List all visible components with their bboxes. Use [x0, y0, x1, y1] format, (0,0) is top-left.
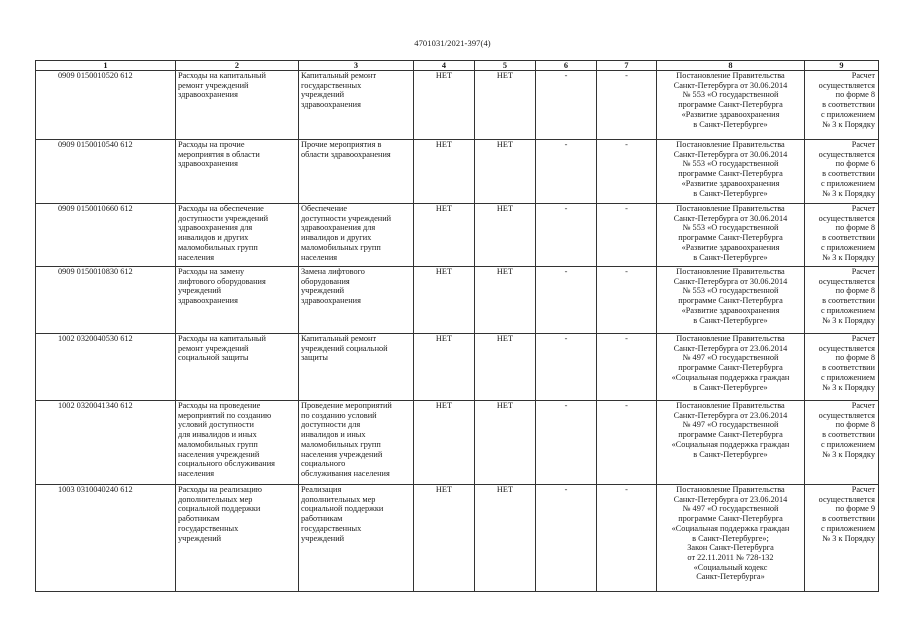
expense-name-cell-line: мероприятия в области	[178, 149, 260, 159]
calculation-cell-line: осуществляется	[818, 213, 875, 223]
legal-basis-cell-line: «Развитие здравоохранения	[681, 242, 780, 252]
calculation-cell-line: Расчет	[851, 140, 875, 149]
calculation-cell-line: в соответствии	[822, 514, 875, 524]
event-name-cell-line: дополнительных мер	[301, 494, 376, 504]
expense-name-cell-line: социальной поддержки	[178, 504, 261, 514]
expense-name-cell-line: ремонт учреждений	[178, 343, 249, 353]
event-name-cell-line: здравоохранения для	[301, 223, 376, 233]
calculation-cell-line: Расчет	[851, 485, 875, 494]
event-name-cell-line: Обеспечение	[301, 204, 348, 213]
expense-name-cell-line: Расходы на проведение	[178, 401, 261, 410]
column-header: 4	[414, 61, 475, 71]
legal-basis-cell-line: программе Санкт-Петербурга	[678, 296, 783, 306]
calculation-cell-line: с приложением	[821, 305, 875, 315]
expense-name-cell-line: инвалидов и других	[178, 233, 249, 243]
legal-basis-cell-line: «Социальная поддержка граждан	[671, 372, 790, 382]
calculation-cell-line: № 3 к Порядку	[822, 449, 875, 459]
legal-basis-cell-line: «Социальный кодекс	[693, 562, 768, 572]
calculation-cell	[805, 401, 879, 485]
column-4-cell: НЕТ	[414, 267, 475, 334]
expense-name-cell-line: Расходы на замену	[178, 267, 245, 276]
column-4-cell: НЕТ	[414, 401, 475, 485]
event-name-cell-line: Реализация	[301, 485, 342, 494]
budget-code-cell: 0909 0150010540 612	[36, 140, 176, 204]
legal-basis-cell-line: в Санкт-Петербурге»	[693, 188, 768, 198]
event-name-cell-line: доступности учреждений	[301, 213, 392, 223]
legal-basis-cell-line: в Санкт-Петербурге»	[693, 252, 768, 262]
legal-basis-cell-line: в Санкт-Петербурге»	[693, 315, 768, 325]
calculation-cell-line: по форме 8	[835, 286, 875, 296]
legal-basis-cell-line: Постановление Правительства	[676, 204, 785, 213]
expense-name-cell	[176, 267, 299, 334]
legal-basis-cell-line: Постановление Правительства	[676, 71, 785, 80]
calculation-cell-line: в соответствии	[822, 296, 875, 306]
calculation-cell-line: по форме 8	[835, 90, 875, 100]
column-4-cell: НЕТ	[414, 485, 475, 592]
column-7-cell: -	[597, 204, 657, 267]
event-name-cell-line: Проведение мероприятий	[301, 401, 392, 410]
expense-name-cell-line: здравоохранения для	[178, 223, 253, 233]
legal-basis-cell-line: в Санкт-Петербурге»;	[692, 533, 769, 543]
table-row	[36, 204, 879, 267]
legal-basis-cell-line: Постановление Правительства	[676, 401, 785, 410]
column-header: 7	[597, 61, 657, 71]
legal-basis-cell-line: «Социальная поддержка граждан	[671, 439, 790, 449]
expense-name-cell-line: для инвалидов и иных	[178, 430, 257, 440]
column-6-cell: -	[536, 204, 597, 267]
calculation-cell-line: Расчет	[851, 267, 875, 276]
event-name-cell-line: учреждений социальной	[301, 343, 388, 353]
expense-name-cell-line: государственных	[178, 523, 239, 533]
event-name-cell-line: маломобильных групп	[301, 242, 381, 252]
event-name-cell	[299, 401, 414, 485]
column-5-cell: НЕТ	[475, 334, 536, 401]
budget-code-cell: 0909 0150010830 612	[36, 267, 176, 334]
column-5-cell: НЕТ	[475, 71, 536, 140]
legal-basis-cell-line: «Развитие здравоохранения	[681, 305, 780, 315]
event-name-cell-line: учреждений	[301, 90, 345, 100]
legal-basis-cell-line: программе Санкт-Петербурга	[678, 233, 783, 243]
legal-basis-cell-line: Санкт-Петербурга от 23.06.2014	[673, 410, 788, 420]
event-name-cell-line: государственных	[301, 523, 362, 533]
expense-name-cell-line: учреждений	[178, 533, 222, 543]
column-6-cell: -	[536, 401, 597, 485]
legal-basis-cell-line: «Развитие здравоохранения	[681, 178, 780, 188]
event-name-cell-line: доступности для	[301, 420, 361, 430]
legal-basis-cell-line: в Санкт-Петербурге»	[693, 449, 768, 459]
legal-basis-cell-line: № 497 «О государственной	[682, 420, 779, 430]
calculation-cell-line: № 3 к Порядку	[822, 315, 875, 325]
calculation-cell-line: с приложением	[821, 109, 875, 119]
legal-basis-cell-line: № 553 «О государственной	[682, 223, 779, 233]
budget-code-cell: 1003 0310040240 612	[36, 485, 176, 592]
budget-code-cell: 1002 0320041340 612	[36, 401, 176, 485]
expense-name-cell-line: лифтового оборудования	[178, 276, 266, 286]
expense-name-cell	[176, 401, 299, 485]
calculation-cell-line: в соответствии	[822, 100, 875, 110]
expense-name-cell-line: здравоохранения	[178, 296, 238, 306]
legal-basis-cell	[657, 140, 805, 204]
calculation-cell-line: с приложением	[821, 439, 875, 449]
column-6-cell: -	[536, 267, 597, 334]
event-name-cell-line: обслуживания населения	[301, 468, 390, 478]
calculation-cell-line: по форме 6	[835, 159, 875, 169]
calculation-cell-line: осуществляется	[818, 343, 875, 353]
legal-basis-cell	[657, 267, 805, 334]
event-name-cell	[299, 204, 414, 267]
expense-name-cell-line: маломобильных групп	[178, 439, 258, 449]
legal-basis-cell	[657, 401, 805, 485]
calculation-cell-line: по форме 9	[835, 504, 875, 514]
budget-table	[35, 60, 879, 592]
column-header: 9	[805, 61, 879, 71]
legal-basis-cell-line: программе Санкт-Петербурга	[678, 169, 783, 179]
calculation-cell	[805, 140, 879, 204]
legal-basis-cell	[657, 204, 805, 267]
column-5-cell: НЕТ	[475, 140, 536, 204]
event-name-cell-line: инвалидов и других	[301, 233, 372, 243]
column-header: 3	[299, 61, 414, 71]
column-header: 8	[657, 61, 805, 71]
legal-basis-cell-line: Постановление Правительства	[676, 267, 785, 276]
table-row	[36, 267, 879, 334]
expense-name-cell-line: условий доступности	[178, 420, 254, 430]
column-header: 1	[36, 61, 176, 71]
column-7-cell: -	[597, 71, 657, 140]
calculation-cell-line: № 3 к Порядку	[822, 119, 875, 129]
column-4-cell: НЕТ	[414, 140, 475, 204]
header-row	[36, 61, 879, 71]
legal-basis-cell-line: Постановление Правительства	[676, 334, 785, 343]
legal-basis-cell-line: Постановление Правительства	[676, 485, 785, 494]
column-7-cell: -	[597, 334, 657, 401]
expense-name-cell-line: маломобильных групп	[178, 242, 258, 252]
column-4-cell: НЕТ	[414, 334, 475, 401]
table-row	[36, 140, 879, 204]
calculation-cell-line: с приложением	[821, 178, 875, 188]
table-row	[36, 485, 879, 592]
legal-basis-cell-line: от 22.11.2011 № 728-132	[687, 552, 774, 562]
column-6-cell: -	[536, 140, 597, 204]
event-name-cell	[299, 334, 414, 401]
legal-basis-cell-line: Санкт-Петербурга от 30.06.2014	[673, 276, 788, 286]
calculation-cell-line: по форме 8	[835, 420, 875, 430]
calculation-cell-line: № 3 к Порядку	[822, 188, 875, 198]
calculation-cell-line: с приложением	[821, 372, 875, 382]
event-name-cell-line: маломобильных групп	[301, 439, 381, 449]
event-name-cell	[299, 140, 414, 204]
expense-name-cell	[176, 140, 299, 204]
legal-basis-cell-line: программе Санкт-Петербурга	[678, 363, 783, 373]
event-name-cell-line: инвалидов и иных	[301, 430, 366, 440]
column-5-cell: НЕТ	[475, 401, 536, 485]
expense-name-cell-line: учреждений	[178, 286, 222, 296]
column-header: 2	[176, 61, 299, 71]
event-name-cell-line: Замена лифтового	[301, 267, 365, 276]
legal-basis-cell-line: Постановление Правительства	[676, 140, 785, 149]
calculation-cell-line: с приложением	[821, 242, 875, 252]
document-number: 4701031/2021-397(4)	[414, 38, 491, 48]
calculation-cell-line: Расчет	[851, 204, 875, 213]
event-name-cell-line: защиты	[301, 353, 328, 363]
event-name-cell-line: здравоохранения	[301, 296, 361, 306]
expense-name-cell-line: Расходы на капитальный	[178, 334, 266, 343]
calculation-cell-line: Расчет	[851, 334, 875, 343]
event-name-cell-line: Капитальный ремонт	[301, 71, 377, 80]
event-name-cell-line: населения учреждений	[301, 449, 383, 459]
column-5-cell: НЕТ	[475, 485, 536, 592]
expense-name-cell-line: здравоохранения	[178, 90, 238, 100]
calculation-cell-line: осуществляется	[818, 149, 875, 159]
calculation-cell-line: с приложением	[821, 523, 875, 533]
legal-basis-cell-line: Санкт-Петербурга от 30.06.2014	[673, 149, 788, 159]
column-5-cell: НЕТ	[475, 204, 536, 267]
column-6-cell: -	[536, 485, 597, 592]
expense-name-cell	[176, 204, 299, 267]
event-name-cell-line: социальной поддержки	[301, 504, 384, 514]
legal-basis-cell	[657, 485, 805, 592]
event-name-cell-line: государственных	[301, 80, 362, 90]
event-name-cell-line: населения	[301, 252, 338, 262]
column-7-cell: -	[597, 401, 657, 485]
expense-name-cell	[176, 485, 299, 592]
calculation-cell-line: осуществляется	[818, 410, 875, 420]
legal-basis-cell-line: № 553 «О государственной	[682, 286, 779, 296]
column-6-cell: -	[536, 334, 597, 401]
column-6-cell: -	[536, 71, 597, 140]
calculation-cell-line: осуществляется	[818, 494, 875, 504]
expense-name-cell-line: социального обслуживания	[178, 459, 275, 469]
budget-code-cell: 0909 0150010520 612	[36, 71, 176, 140]
event-name-cell	[299, 71, 414, 140]
table-row	[36, 334, 879, 401]
legal-basis-cell-line: Санкт-Петербурга от 23.06.2014	[673, 494, 788, 504]
calculation-cell	[805, 485, 879, 592]
expense-name-cell-line: мероприятий по созданию	[178, 410, 272, 420]
legal-basis-cell-line: Санкт-Петербурга»	[696, 572, 765, 582]
calculation-cell	[805, 204, 879, 267]
calculation-cell-line: осуществляется	[818, 276, 875, 286]
calculation-cell-line: в соответствии	[822, 363, 875, 373]
expense-name-cell-line: населения	[178, 468, 215, 478]
column-7-cell: -	[597, 140, 657, 204]
legal-basis-cell-line: программе Санкт-Петербурга	[678, 100, 783, 110]
event-name-cell-line: социального	[301, 459, 346, 469]
budget-code-cell: 1002 0320040530 612	[36, 334, 176, 401]
expense-name-cell-line: дополнительных мер	[178, 494, 253, 504]
event-name-cell	[299, 267, 414, 334]
event-name-cell-line: работникам	[301, 514, 343, 524]
event-name-cell-line: по созданию условий	[301, 410, 377, 420]
event-name-cell-line: учреждений	[301, 533, 345, 543]
event-name-cell-line: области здравоохранения	[301, 149, 391, 159]
legal-basis-cell-line: в Санкт-Петербурге»	[693, 119, 768, 129]
column-header: 5	[475, 61, 536, 71]
column-4-cell: НЕТ	[414, 204, 475, 267]
calculation-cell-line: в соответствии	[822, 169, 875, 179]
event-name-cell-line: учреждений	[301, 286, 345, 296]
event-name-cell	[299, 485, 414, 592]
expense-name-cell-line: Расходы на обеспечение	[178, 204, 264, 213]
legal-basis-cell-line: в Санкт-Петербурге»	[693, 382, 768, 392]
expense-name-cell-line: Расходы на прочие	[178, 140, 245, 149]
column-4-cell: НЕТ	[414, 71, 475, 140]
column-7-cell: -	[597, 485, 657, 592]
calculation-cell-line: № 3 к Порядку	[822, 533, 875, 543]
expense-name-cell-line: Расходы на капитальный	[178, 71, 266, 80]
expense-name-cell	[176, 71, 299, 140]
legal-basis-cell-line: № 497 «О государственной	[682, 504, 779, 514]
legal-basis-cell-line: № 553 «О государственной	[682, 159, 779, 169]
column-header: 6	[536, 61, 597, 71]
budget-code-cell: 0909 0150010660 612	[36, 204, 176, 267]
expense-name-cell-line: ремонт учреждений	[178, 80, 249, 90]
calculation-cell-line: осуществляется	[818, 80, 875, 90]
legal-basis-cell-line: № 553 «О государственной	[682, 90, 779, 100]
expense-name-cell-line: социальной защиты	[178, 353, 249, 363]
event-name-cell-line: Прочие мероприятия в	[301, 140, 382, 149]
legal-basis-cell-line: Санкт-Петербурга от 30.06.2014	[673, 213, 788, 223]
calculation-cell-line: в соответствии	[822, 233, 875, 243]
calculation-cell-line: Расчет	[851, 401, 875, 410]
expense-name-cell-line: населения	[178, 252, 215, 262]
legal-basis-cell-line: Санкт-Петербурга от 23.06.2014	[673, 343, 788, 353]
expense-name-cell-line: населения учреждений	[178, 449, 260, 459]
expense-name-cell-line: Расходы на реализацию	[178, 485, 262, 494]
legal-basis-cell-line: «Развитие здравоохранения	[681, 109, 780, 119]
calculation-cell-line: Расчет	[851, 71, 875, 80]
expense-name-cell-line: здравоохранения	[178, 159, 238, 169]
event-name-cell-line: оборудования	[301, 276, 350, 286]
legal-basis-cell-line: Санкт-Петербурга от 30.06.2014	[673, 80, 788, 90]
event-name-cell-line: здравоохранения	[301, 100, 361, 110]
column-7-cell: -	[597, 267, 657, 334]
table-row	[36, 71, 879, 140]
expense-name-cell	[176, 334, 299, 401]
legal-basis-cell-line: Закон Санкт-Петербурга	[687, 543, 774, 553]
legal-basis-cell-line: № 497 «О государственной	[682, 353, 779, 363]
calculation-cell	[805, 71, 879, 140]
calculation-cell-line: № 3 к Порядку	[822, 252, 875, 262]
legal-basis-cell-line: программе Санкт-Петербурга	[678, 514, 783, 524]
calculation-cell-line: в соответствии	[822, 430, 875, 440]
legal-basis-cell-line: программе Санкт-Петербурга	[678, 430, 783, 440]
calculation-cell-line: № 3 к Порядку	[822, 382, 875, 392]
legal-basis-cell	[657, 71, 805, 140]
table-row	[36, 401, 879, 485]
event-name-cell-line: Капитальный ремонт	[301, 334, 377, 343]
expense-name-cell-line: работникам	[178, 514, 220, 524]
legal-basis-cell-line: «Социальная поддержка граждан	[671, 523, 790, 533]
column-5-cell: НЕТ	[475, 267, 536, 334]
expense-name-cell-line: доступности учреждений	[178, 213, 269, 223]
legal-basis-cell	[657, 334, 805, 401]
calculation-cell-line: по форме 8	[835, 223, 875, 233]
calculation-cell	[805, 267, 879, 334]
calculation-cell	[805, 334, 879, 401]
calculation-cell-line: по форме 8	[835, 353, 875, 363]
